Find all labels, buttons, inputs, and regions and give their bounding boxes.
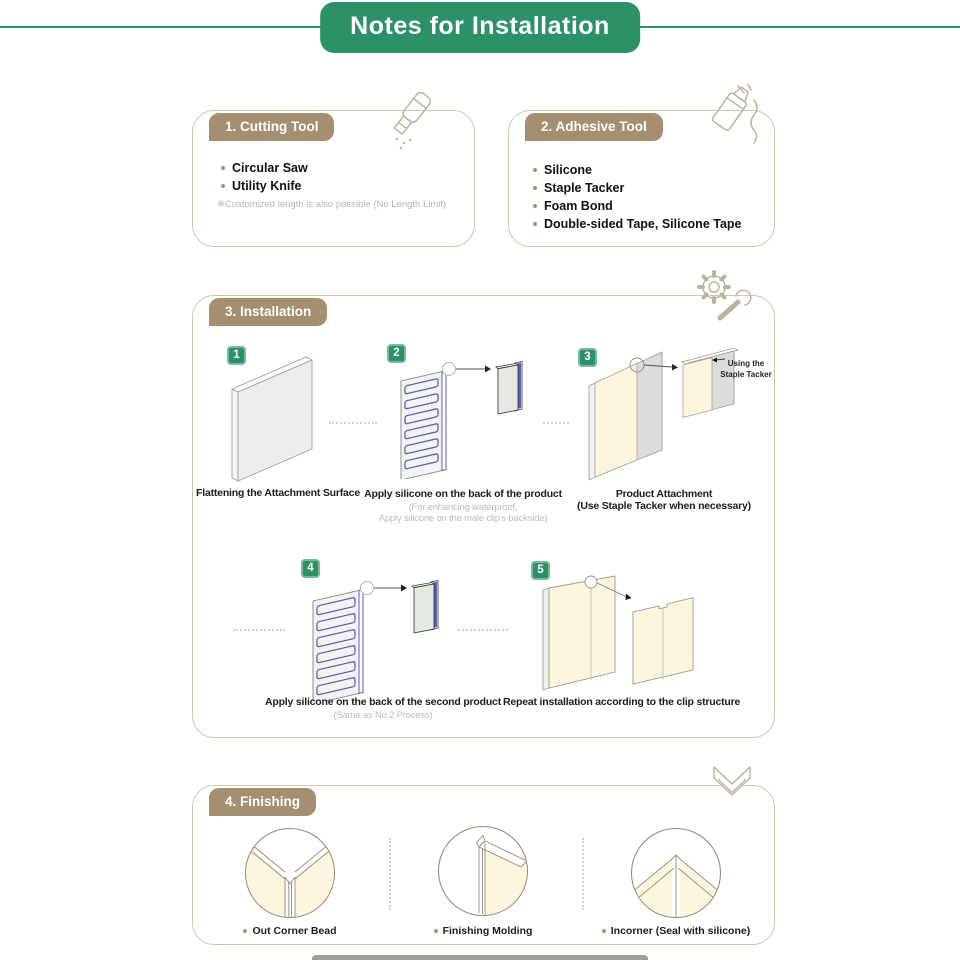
step-5-caption: Repeat installation according to the clip structure [503, 696, 741, 708]
bullet-dot [533, 222, 537, 226]
step-3-annotation: Using the Staple Tacker [720, 359, 772, 380]
section-cutting-tool-label: 1. Cutting Tool [209, 113, 334, 141]
section-installation [192, 295, 775, 738]
step-4-badge: 4 [301, 559, 320, 578]
step-2-subcaption-2: Apply silicone on the male clip's backside) [378, 513, 548, 524]
finishing-item-label: Finishing Molding [442, 925, 533, 937]
step-1-badge: 1 [227, 346, 246, 365]
step-1-caption: Flattening the Attachment Surface [196, 487, 360, 499]
dotted-connector [458, 629, 508, 631]
step-2-subcaption-1: (For enhancing waterproof, [408, 502, 518, 513]
bullet-dot [221, 166, 225, 170]
dotted-connector [233, 629, 285, 631]
step-2-diagram [393, 354, 528, 479]
tool-item-label: Circular Saw [232, 161, 308, 175]
bullet-dot [602, 929, 606, 933]
page-title: Notes for Installation [320, 2, 640, 53]
finishing-molding-diagram [435, 823, 531, 919]
tool-item-label: Staple Tacker [544, 181, 625, 195]
bullet-dot [434, 929, 438, 933]
step-3-caption-2: (Use Staple Tacker when necessary) [577, 500, 751, 512]
utility-knife-icon [374, 90, 446, 152]
bullet-dot [533, 168, 537, 172]
dotted-divider [582, 838, 584, 910]
corner-bead-icon [706, 761, 760, 815]
finishing-item-label: Incorner (Seal with silicone) [610, 925, 751, 937]
finishing-item [403, 925, 563, 937]
section-finishing-label: 4. Finishing [209, 788, 316, 816]
gear-wrench-icon [690, 266, 754, 324]
incorner-diagram [628, 825, 724, 921]
step-2-caption: Apply silicone on the back of the product [364, 488, 562, 500]
section-finishing [192, 785, 775, 945]
step-4-diagram [305, 571, 445, 701]
tool-item-label: Foam Bond [544, 199, 613, 213]
silicone-tube-icon [698, 84, 768, 150]
finishing-item [210, 925, 370, 937]
bullet-dot [243, 929, 247, 933]
next-page-header-partial [312, 955, 648, 960]
bullet-dot [533, 186, 537, 190]
tool-item-label: Silicone [544, 163, 592, 177]
tool-item [533, 161, 742, 179]
dotted-connector [329, 422, 377, 424]
bullet-dot [221, 184, 225, 188]
out-corner-bead-diagram [242, 825, 338, 921]
cutting-tool-list [221, 159, 308, 195]
cutting-note: ※Customized length is also possible (No Length Limit) [217, 199, 447, 210]
tool-item-label: Double-sided Tape, Silicone Tape [544, 217, 742, 231]
dotted-divider [389, 838, 391, 910]
step-2-badge: 2 [387, 344, 406, 363]
section-adhesive-tool-label: 2. Adhesive Tool [525, 113, 663, 141]
section-installation-label: 3. Installation [209, 298, 327, 326]
finishing-item [576, 925, 776, 937]
step-4-subcaption: (Same as No.2 Process) [333, 710, 433, 721]
step-4-caption: Apply silicone on the back of the second product [264, 696, 501, 708]
dotted-connector [543, 422, 569, 424]
step-3-caption: Product Attachment [615, 488, 713, 500]
tool-item [221, 159, 308, 177]
step-1-diagram [228, 351, 323, 483]
finishing-item-label: Out Corner Bead [252, 925, 337, 937]
tool-item [533, 179, 742, 197]
step-3-badge: 3 [578, 348, 597, 367]
step-5-badge: 5 [531, 561, 550, 580]
adhesive-tool-list [533, 161, 742, 233]
tool-item [533, 197, 742, 215]
bullet-dot [533, 204, 537, 208]
step-5-diagram [541, 568, 741, 700]
tool-item-label: Utility Knife [232, 179, 302, 193]
tool-item [221, 177, 308, 195]
tool-item [533, 215, 742, 233]
